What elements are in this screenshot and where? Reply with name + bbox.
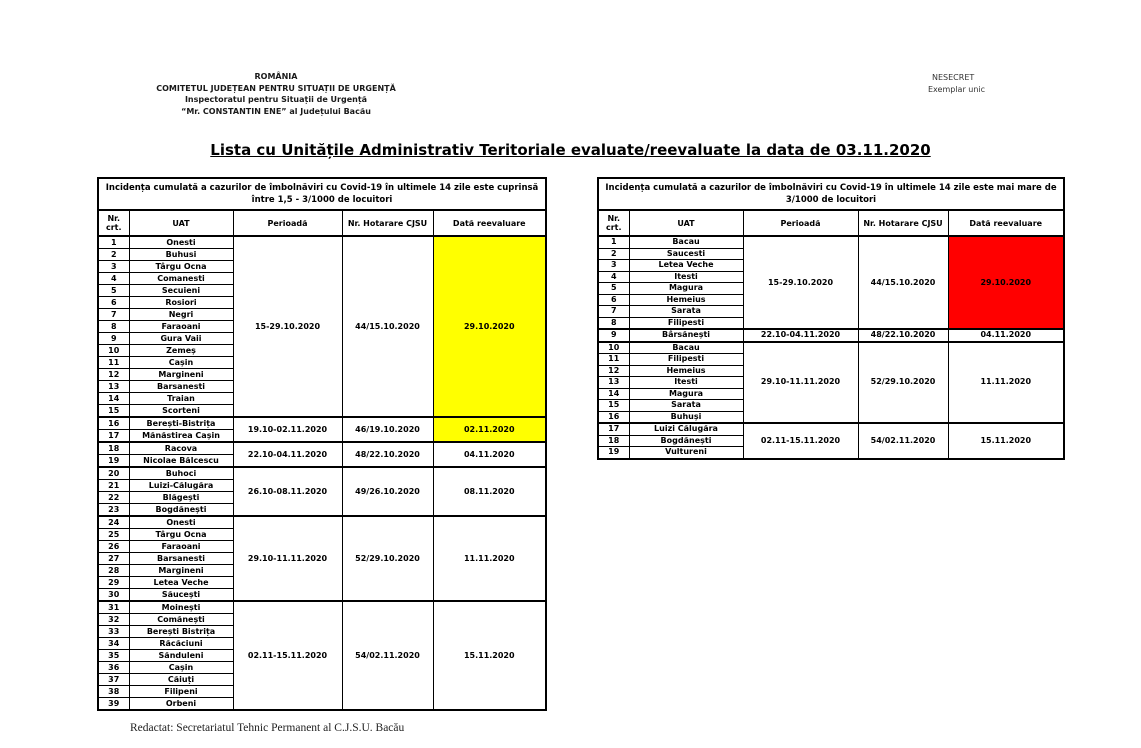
table-row xyxy=(98,601,546,614)
row-number-cell: 12 xyxy=(98,369,129,381)
column-header-reevaluation: Dată reevaluare xyxy=(433,210,546,236)
uat-cell: Secuieni xyxy=(129,285,233,297)
row-number-cell: 6 xyxy=(598,294,629,306)
reevaluation-date-cell: 04.11.2020 xyxy=(433,442,546,467)
uat-cell: Blăgești xyxy=(129,492,233,504)
letterhead-unit: “Mr. CONSTANTIN ENE” al Județului Bacău xyxy=(181,106,371,116)
row-number-cell: 20 xyxy=(98,467,129,480)
row-number-cell: 11 xyxy=(98,357,129,369)
classification-copy: Exemplar unic xyxy=(928,85,986,94)
reevaluation-date-cell: 11.11.2020 xyxy=(948,342,1064,424)
uat-cell: Buhusi xyxy=(129,249,233,261)
row-number-cell: 23 xyxy=(98,504,129,517)
row-number-cell: 19 xyxy=(98,455,129,468)
column-header-nr: Nr. crt. xyxy=(598,210,629,236)
uat-cell: Onesti xyxy=(129,516,233,529)
table-row xyxy=(598,236,1064,248)
uat-cell: Buhoci xyxy=(129,467,233,480)
uat-cell: Răcăciuni xyxy=(129,638,233,650)
row-number-cell: 10 xyxy=(98,345,129,357)
footer-redactat: Redactat: Secretariatul Tehnic Permanent al C.J.S.U. Bacău xyxy=(130,722,405,734)
row-number-cell: 29 xyxy=(98,577,129,589)
row-number-cell: 37 xyxy=(98,674,129,686)
letterhead xyxy=(140,71,412,117)
period-cell: 19.10-02.11.2020 xyxy=(233,417,342,442)
table-title: Incidența cumulată a cazurilor de îmbolnăviri cu Covid-19 în ultimele 14 zile este mai mare de 3/1000 de locuitori xyxy=(598,178,1064,210)
row-number-cell: 4 xyxy=(98,273,129,285)
uat-cell: Moinești xyxy=(129,601,233,614)
row-number-cell: 36 xyxy=(98,662,129,674)
reevaluation-date-cell: 29.10.2020 xyxy=(948,236,1064,329)
uat-cell: Filipesti xyxy=(629,354,743,366)
row-number-cell: 33 xyxy=(98,626,129,638)
row-number-cell: 4 xyxy=(598,271,629,283)
classification-block xyxy=(928,72,985,96)
decision-number-cell: 46/19.10.2020 xyxy=(342,417,433,442)
uat-cell: Mănăstirea Cașin xyxy=(129,430,233,443)
letterhead-country: ROMÂNIA xyxy=(254,72,298,81)
uat-cell: Filipeni xyxy=(129,686,233,698)
uat-cell: Letea Veche xyxy=(629,260,743,272)
row-number-cell: 21 xyxy=(98,480,129,492)
row-number-cell: 15 xyxy=(98,405,129,418)
row-number-cell: 18 xyxy=(598,435,629,447)
period-cell: 26.10-08.11.2020 xyxy=(233,467,342,516)
row-number-cell: 8 xyxy=(98,321,129,333)
column-header-period: Perioadă xyxy=(233,210,342,236)
uat-cell: Faraoani xyxy=(129,541,233,553)
period-cell: 15-29.10.2020 xyxy=(743,236,858,329)
reevaluation-date-cell: 04.11.2020 xyxy=(948,329,1064,342)
row-number-cell: 10 xyxy=(598,342,629,354)
column-header-row xyxy=(598,210,1064,236)
decision-number-cell: 48/22.10.2020 xyxy=(342,442,433,467)
row-number-cell: 32 xyxy=(98,614,129,626)
decision-number-cell: 54/02.11.2020 xyxy=(858,423,948,459)
uat-cell: Hemeius xyxy=(629,365,743,377)
row-number-cell: 12 xyxy=(598,365,629,377)
uat-cell: Negri xyxy=(129,309,233,321)
reevaluation-date-cell: 29.10.2020 xyxy=(433,236,546,417)
row-number-cell: 14 xyxy=(98,393,129,405)
uat-cell: Onesti xyxy=(129,236,233,249)
column-header-reevaluation: Dată reevaluare xyxy=(948,210,1064,236)
uat-cell: Bacau xyxy=(629,236,743,248)
uat-cell: Luizi Călugăra xyxy=(629,423,743,435)
reevaluation-date-cell: 15.11.2020 xyxy=(948,423,1064,459)
table-row xyxy=(98,516,546,529)
row-number-cell: 16 xyxy=(98,417,129,430)
period-cell: 29.10-11.11.2020 xyxy=(743,342,858,424)
row-number-cell: 2 xyxy=(598,248,629,260)
uat-cell: Orbeni xyxy=(129,698,233,711)
period-cell: 02.11-15.11.2020 xyxy=(233,601,342,710)
period-cell: 22.10-04.11.2020 xyxy=(743,329,858,342)
uat-cell: Căiuți xyxy=(129,674,233,686)
row-number-cell: 8 xyxy=(598,317,629,329)
decision-number-cell: 54/02.11.2020 xyxy=(342,601,433,710)
row-number-cell: 2 xyxy=(98,249,129,261)
row-number-cell: 11 xyxy=(598,354,629,366)
uat-cell: Itesti xyxy=(629,377,743,389)
uat-cell: Itesti xyxy=(629,271,743,283)
uat-cell: Magura xyxy=(629,388,743,400)
uat-cell: Traian xyxy=(129,393,233,405)
row-number-cell: 30 xyxy=(98,589,129,602)
uat-cell: Luizi-Călugăra xyxy=(129,480,233,492)
uat-cell: Bogdănești xyxy=(129,504,233,517)
uat-cell: Cașin xyxy=(129,662,233,674)
table-title-row xyxy=(98,178,546,210)
uat-cell: Târgu Ocna xyxy=(129,261,233,273)
reevaluation-date-cell: 11.11.2020 xyxy=(433,516,546,601)
column-header-nr: Nr. crt. xyxy=(98,210,129,236)
row-number-cell: 24 xyxy=(98,516,129,529)
column-header-row xyxy=(98,210,546,236)
reevaluation-date-cell: 15.11.2020 xyxy=(433,601,546,710)
table-row xyxy=(598,342,1064,354)
column-header-decision: Nr. Hotarare CJSU xyxy=(342,210,433,236)
row-number-cell: 18 xyxy=(98,442,129,455)
decision-number-cell: 52/29.10.2020 xyxy=(858,342,948,424)
table-row xyxy=(98,442,546,455)
decision-number-cell: 52/29.10.2020 xyxy=(342,516,433,601)
uat-cell: Letea Veche xyxy=(129,577,233,589)
column-header-uat: UAT xyxy=(129,210,233,236)
uat-cell: Berești-Bistrița xyxy=(129,417,233,430)
uat-cell: Racova xyxy=(129,442,233,455)
uat-cell: Bacau xyxy=(629,342,743,354)
table-row xyxy=(598,423,1064,435)
uat-cell: Săucești xyxy=(129,589,233,602)
row-number-cell: 1 xyxy=(98,236,129,249)
period-cell: 29.10-11.11.2020 xyxy=(233,516,342,601)
row-number-cell: 3 xyxy=(98,261,129,273)
uat-cell: Hemeius xyxy=(629,294,743,306)
row-number-cell: 13 xyxy=(98,381,129,393)
row-number-cell: 14 xyxy=(598,388,629,400)
incidence-table-moderate xyxy=(97,177,547,711)
row-number-cell: 7 xyxy=(598,306,629,318)
row-number-cell: 22 xyxy=(98,492,129,504)
row-number-cell: 3 xyxy=(598,260,629,272)
classification-level: NESECRET xyxy=(932,73,975,82)
row-number-cell: 15 xyxy=(598,400,629,412)
column-header-uat: UAT xyxy=(629,210,743,236)
decision-number-cell: 44/15.10.2020 xyxy=(858,236,948,329)
uat-cell: Barsanesti xyxy=(129,381,233,393)
row-number-cell: 5 xyxy=(98,285,129,297)
uat-cell: Sănduleni xyxy=(129,650,233,662)
column-header-decision: Nr. Hotarare CJSU xyxy=(858,210,948,236)
table-title: Incidența cumulată a cazurilor de îmbolnăviri cu Covid-19 în ultimele 14 zile este cuprinsă între 1,5 - 3/1000 de locuitori xyxy=(98,178,546,210)
uat-cell: Comanesti xyxy=(129,273,233,285)
uat-cell: Barsanesti xyxy=(129,553,233,565)
decision-number-cell: 48/22.10.2020 xyxy=(858,329,948,342)
row-number-cell: 28 xyxy=(98,565,129,577)
row-number-cell: 31 xyxy=(98,601,129,614)
uat-cell: Magura xyxy=(629,283,743,295)
reevaluation-date-cell: 02.11.2020 xyxy=(433,417,546,442)
uat-cell: Zemeș xyxy=(129,345,233,357)
uat-cell: Sarata xyxy=(629,400,743,412)
uat-cell: Bogdănești xyxy=(629,435,743,447)
column-header-period: Perioadă xyxy=(743,210,858,236)
uat-cell: Filipesti xyxy=(629,317,743,329)
uat-cell: Nicolae Bălcescu xyxy=(129,455,233,468)
decision-number-cell: 49/26.10.2020 xyxy=(342,467,433,516)
period-cell: 22.10-04.11.2020 xyxy=(233,442,342,467)
incidence-table-high xyxy=(597,177,1065,460)
letterhead-committee: COMITETUL JUDEȚEAN PENTRU SITUAȚII DE URGENȚĂ xyxy=(156,83,396,93)
uat-cell: Cașin xyxy=(129,357,233,369)
row-number-cell: 26 xyxy=(98,541,129,553)
uat-cell: Scorteni xyxy=(129,405,233,418)
row-number-cell: 7 xyxy=(98,309,129,321)
uat-cell: Berești Bistrița xyxy=(129,626,233,638)
uat-cell: Buhuși xyxy=(629,411,743,423)
table-row xyxy=(98,467,546,480)
letterhead-inspectorate: Inspectoratul pentru Situații de Urgență xyxy=(184,95,368,104)
decision-number-cell: 44/15.10.2020 xyxy=(342,236,433,417)
uat-cell: Margineni xyxy=(129,565,233,577)
row-number-cell: 9 xyxy=(598,329,629,342)
period-cell: 15-29.10.2020 xyxy=(233,236,342,417)
row-number-cell: 1 xyxy=(598,236,629,248)
row-number-cell: 17 xyxy=(98,430,129,443)
page-title: Lista cu Unitățile Administrativ Teritoriale evaluate/reevaluate la data de 03.11.2020 xyxy=(210,141,931,159)
uat-cell: Gura Vaii xyxy=(129,333,233,345)
uat-cell: Saucesti xyxy=(629,248,743,260)
uat-cell: Bârsănești xyxy=(629,329,743,342)
row-number-cell: 6 xyxy=(98,297,129,309)
table-row xyxy=(98,417,546,430)
uat-cell: Comănești xyxy=(129,614,233,626)
row-number-cell: 19 xyxy=(598,447,629,459)
row-number-cell: 38 xyxy=(98,686,129,698)
uat-cell: Margineni xyxy=(129,369,233,381)
row-number-cell: 13 xyxy=(598,377,629,389)
period-cell: 02.11-15.11.2020 xyxy=(743,423,858,459)
row-number-cell: 39 xyxy=(98,698,129,711)
row-number-cell: 5 xyxy=(598,283,629,295)
uat-cell: Rosiori xyxy=(129,297,233,309)
table-row xyxy=(598,329,1064,342)
table-row xyxy=(98,236,546,249)
row-number-cell: 27 xyxy=(98,553,129,565)
row-number-cell: 9 xyxy=(98,333,129,345)
row-number-cell: 17 xyxy=(598,423,629,435)
table-title-row xyxy=(598,178,1064,210)
row-number-cell: 16 xyxy=(598,411,629,423)
uat-cell: Târgu Ocna xyxy=(129,529,233,541)
row-number-cell: 35 xyxy=(98,650,129,662)
uat-cell: Faraoani xyxy=(129,321,233,333)
row-number-cell: 34 xyxy=(98,638,129,650)
uat-cell: Sarata xyxy=(629,306,743,318)
reevaluation-date-cell: 08.11.2020 xyxy=(433,467,546,516)
uat-cell: Vultureni xyxy=(629,447,743,459)
row-number-cell: 25 xyxy=(98,529,129,541)
